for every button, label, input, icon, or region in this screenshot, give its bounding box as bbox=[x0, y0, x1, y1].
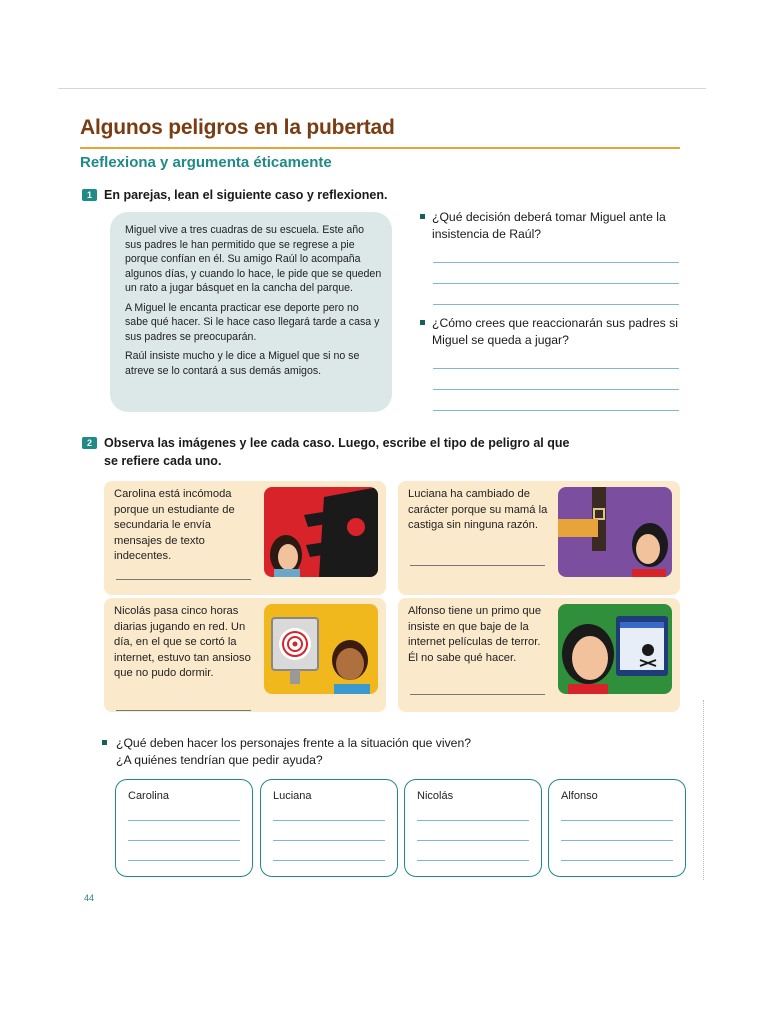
case-card-luciana bbox=[398, 481, 680, 595]
activity-1-instruction bbox=[82, 186, 387, 204]
answer-line[interactable] bbox=[417, 860, 529, 861]
answer-line[interactable] bbox=[433, 262, 679, 263]
case-card-alfonso bbox=[398, 598, 680, 712]
answer-box-label: Carolina bbox=[128, 790, 169, 802]
question-1 bbox=[420, 209, 690, 243]
activity-2-instruction-line1: Observa las imágenes y lee cada caso. Luego, escribe el tipo de peligro al que bbox=[104, 436, 570, 450]
page-number: 44 bbox=[84, 893, 95, 903]
answer-blank[interactable] bbox=[116, 710, 251, 711]
answer-box-alfonso[interactable] bbox=[548, 779, 686, 877]
case-text: Nicolás pasa cinco horas diarias jugando en red. Un día, en el que se cortó la internet, estuvo tan ansioso que no pudo dormir. bbox=[114, 605, 251, 679]
answer-box-luciana[interactable] bbox=[260, 779, 398, 877]
page-title: Algunos peligros en la pubertad bbox=[80, 116, 395, 139]
answer-line[interactable] bbox=[433, 283, 679, 284]
answer-blank[interactable] bbox=[410, 565, 545, 566]
square-bullet-icon bbox=[102, 740, 107, 745]
answer-line[interactable] bbox=[561, 860, 673, 861]
question-2-text: ¿Cómo crees que reaccionarán sus padres si Miguel se queda a jugar? bbox=[432, 316, 678, 347]
answer-line[interactable] bbox=[273, 840, 385, 841]
mother-with-belt-illustration bbox=[558, 487, 672, 577]
answer-box-carolina[interactable] bbox=[115, 779, 253, 877]
activity-1-number: 1 bbox=[82, 189, 97, 201]
answer-line[interactable] bbox=[561, 840, 673, 841]
answer-line[interactable] bbox=[273, 820, 385, 821]
answer-box-label: Alfonso bbox=[561, 790, 598, 802]
answer-line[interactable] bbox=[417, 820, 529, 821]
square-bullet-icon bbox=[420, 214, 425, 219]
story-paragraph: Miguel vive a tres cuadras de su escuela. Este año sus padres le han permitido que se regrese a pie porque confían en él. Su amigo Raúl lo acompaña algunos días, y cuando lo hace, le pide que se queden un rato a jugar básquet en la cancha del parque. bbox=[125, 224, 382, 294]
case-text: Alfonso tiene un primo que insiste en que baje de la internet películas de terror. Él no sabe qué hacer. bbox=[408, 605, 542, 664]
square-bullet-icon bbox=[420, 320, 425, 325]
answer-line[interactable] bbox=[417, 840, 529, 841]
page-top-rule bbox=[58, 88, 706, 89]
question-3-line2: ¿A quiénes tendrían que pedir ayuda? bbox=[116, 753, 323, 767]
activity-2-instruction bbox=[82, 434, 602, 470]
case-text: Luciana ha cambiado de carácter porque su mamá la castiga sin ninguna razón. bbox=[408, 488, 548, 531]
question-1-text: ¿Qué decisión deberá tomar Miguel ante la insistencia de Raúl? bbox=[432, 210, 666, 241]
answer-blank[interactable] bbox=[116, 579, 251, 580]
answer-line[interactable] bbox=[561, 820, 673, 821]
boy-scared-by-skull-screen-illustration bbox=[558, 604, 672, 694]
answer-line[interactable] bbox=[433, 304, 679, 305]
story-paragraph: A Miguel le encanta practicar ese deporte pero no sabe qué hacer. Si le hace caso llegará tarde a casa y sus padres se preocuparán. bbox=[125, 301, 380, 343]
boy-hypnotized-by-monitor-illustration bbox=[264, 604, 378, 694]
story-box bbox=[110, 212, 392, 412]
answer-line[interactable] bbox=[128, 860, 240, 861]
answer-blank[interactable] bbox=[410, 694, 545, 695]
section-subtitle: Reflexiona y argumenta éticamente bbox=[80, 154, 332, 171]
answer-box-label: Luciana bbox=[273, 790, 312, 802]
answer-line[interactable] bbox=[433, 368, 679, 369]
girl-harassed-by-shadow-illustration bbox=[264, 487, 378, 577]
question-3 bbox=[102, 735, 471, 769]
question-2 bbox=[420, 315, 690, 349]
answer-box-nicolas[interactable] bbox=[404, 779, 542, 877]
case-card-carolina bbox=[104, 481, 386, 595]
answer-line[interactable] bbox=[273, 860, 385, 861]
story-paragraph: Raúl insiste mucho y le dice a Miguel que si no se atreve se lo contará a sus demás amigos. bbox=[125, 350, 360, 377]
question-3-line1: ¿Qué deben hacer los personajes frente a la situación que viven? bbox=[116, 736, 472, 750]
answer-line[interactable] bbox=[433, 389, 679, 390]
case-card-nicolas bbox=[104, 598, 386, 712]
title-underline bbox=[80, 147, 680, 149]
answer-line[interactable] bbox=[128, 820, 240, 821]
case-text: Carolina está incómoda porque un estudiante de secundaria le envía mensajes de texto indecentes. bbox=[114, 488, 235, 562]
activity-2-instruction-line2: se refiere cada uno. bbox=[104, 454, 222, 468]
activity-2-number: 2 bbox=[82, 437, 97, 449]
answer-line[interactable] bbox=[433, 410, 679, 411]
answer-line[interactable] bbox=[128, 840, 240, 841]
answer-box-label: Nicolás bbox=[417, 790, 454, 802]
activity-1-instruction-text: En parejas, lean el siguiente caso y reflexionen. bbox=[104, 188, 388, 202]
page-edge-mark bbox=[703, 700, 704, 880]
